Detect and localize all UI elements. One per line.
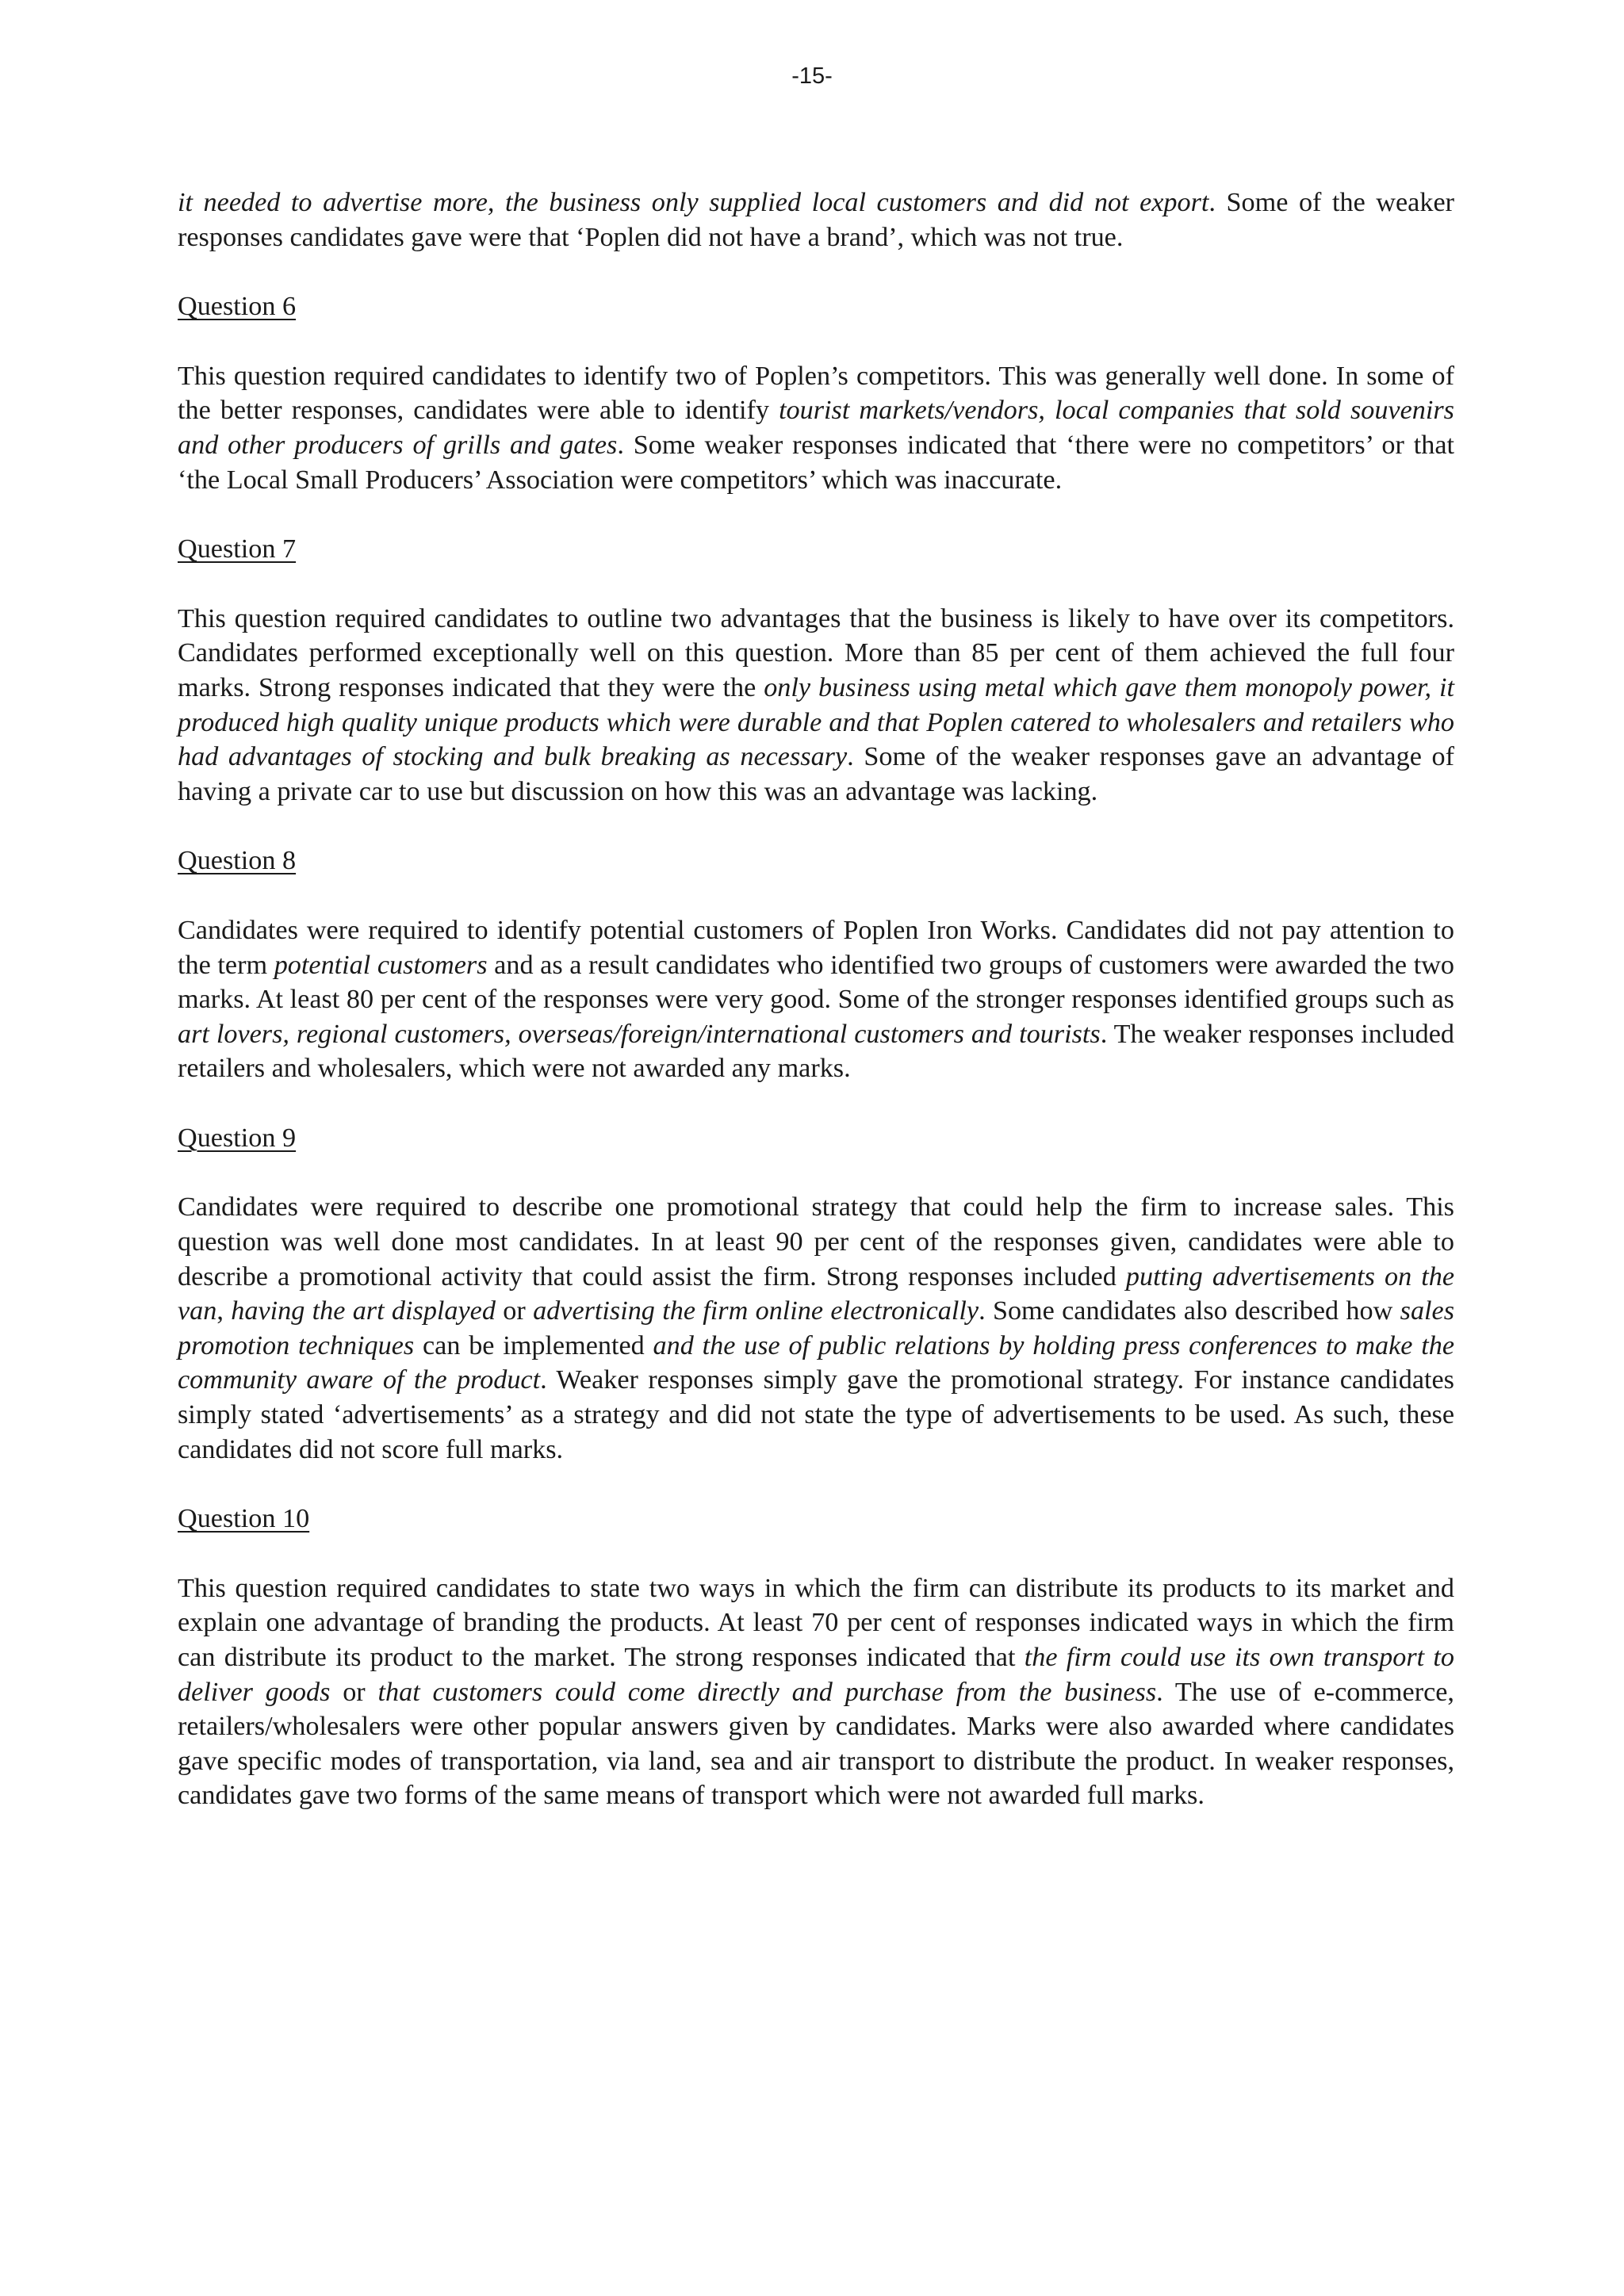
body-paragraph [178,1190,1454,1467]
section-heading: Question 8 [178,846,297,876]
body-paragraph [178,186,1454,254]
body-paragraph [178,1571,1454,1813]
italic-text: putting advertisements on the van [178,1261,1455,1326]
text-run: . The use of e-commerce, retailers/wholesalers were other popular answers given by candidates. Marks were also awarded where candidates gave specific modes of transportation, via land, sea and air transport to distribute the product. In weaker responses, candidates gave two forms of the same means of transport which were not awarded full marks. [178,1677,1454,1811]
text-run: . Some of the weaker responses gave an advantage of having a private car to use but discussion on how this was an advantage was lacking. [178,742,1454,806]
text-run: This question required candidates to identify two of Poplen’s competitors. This was generally well done. In some of the better responses, candidates were able to identify [178,361,1454,426]
italic-text: only business using metal which gave them monopoly power, it produced high quality unique products which were durable and that Poplen catered to wholesalers and retailers who had advantages of stocking and bulk breaking as necessary [178,672,1454,772]
body-paragraph [178,602,1454,809]
text-run: or [330,1677,378,1707]
text-run: This question required candidates to state two ways in which the firm can distribute its products to its market and explain one advantage of branding the products. At least 70 per cent of responses indicated ways in which the firm can distribute its product to the market. The strong responses indicated that [178,1573,1454,1672]
text-run: Candidates were required to identify potential customers of Poplen Iron Works. Candidates did not pay attention to the term [178,915,1454,980]
italic-text: the firm could use its own transport to deliver goods [178,1643,1454,1707]
italic-text: tourist markets/vendors, local companies that sold souvenirs and other producers of grills and gates [178,396,1454,460]
italic-text: having the art displayed [231,1296,496,1326]
section-heading: Question 7 [178,534,297,564]
text-run: , [216,1296,232,1326]
text-run: . Some of the weaker responses candidates gave were that ‘Poplen did not have a brand’, which was not true. [178,188,1454,252]
text-run: This question required candidates to outline two advantages that the business is likely to have over its competitors. Candidates performed exceptionally well on this question. More than 85 per cent of them achieved the full four marks. Strong responses indicated that they were the [178,603,1454,702]
italic-text: advertising the firm online electronically [533,1296,979,1326]
body-paragraph [178,359,1454,497]
italic-text: and the use of public relations by holding press conferences to make the community aware of the product [178,1330,1455,1395]
section-heading: Question 10 [178,1504,310,1534]
text-run: . Some candidates also described how [979,1296,1400,1326]
document-body [178,186,1454,1813]
body-paragraph [178,913,1454,1086]
italic-text: that customers could come directly and purchase from the business [377,1677,1157,1707]
text-run: . Some weaker responses indicated that ‘there were no competitors’ or that ‘the Local Small Producers’ Association were competitors’ which was inaccurate. [178,430,1454,495]
italic-text: art lovers, regional customers, overseas/foreign/international customers and tourists [178,1019,1101,1049]
text-run: and as a result candidates who identified two groups of customers were awarded the two marks. At least 80 per cent of the responses were very good. Some of the stronger responses identified groups such as [178,950,1454,1015]
section-heading: Question 6 [178,292,297,322]
text-run: or [495,1296,534,1326]
text-run: . Weaker responses simply gave the promotional strategy. For instance candidates simply stated ‘advertisements’ as a strategy and did not state the type of advertisements to be used. As such, these candidates did not score full marks. [178,1365,1454,1464]
italic-text: it needed to advertise more, the business only supplied local customers and did not export [178,188,1209,217]
section-heading: Question 9 [178,1123,297,1153]
italic-text: potential customers [274,950,488,980]
page-number: -15- [791,63,833,89]
text-run: can be implemented [414,1330,653,1360]
text-run: . The weaker responses included retailers and wholesalers, which were not awarded any marks. [178,1019,1454,1084]
italic-text: sales promotion techniques [178,1296,1455,1360]
text-run: Candidates were required to describe one promotional strategy that could help the firm to increase sales. This question was well done most candidates. In at least 90 per cent of the responses given, candidates were able to describe a promotional activity that could assist the firm. Strong responses included [178,1192,1454,1292]
